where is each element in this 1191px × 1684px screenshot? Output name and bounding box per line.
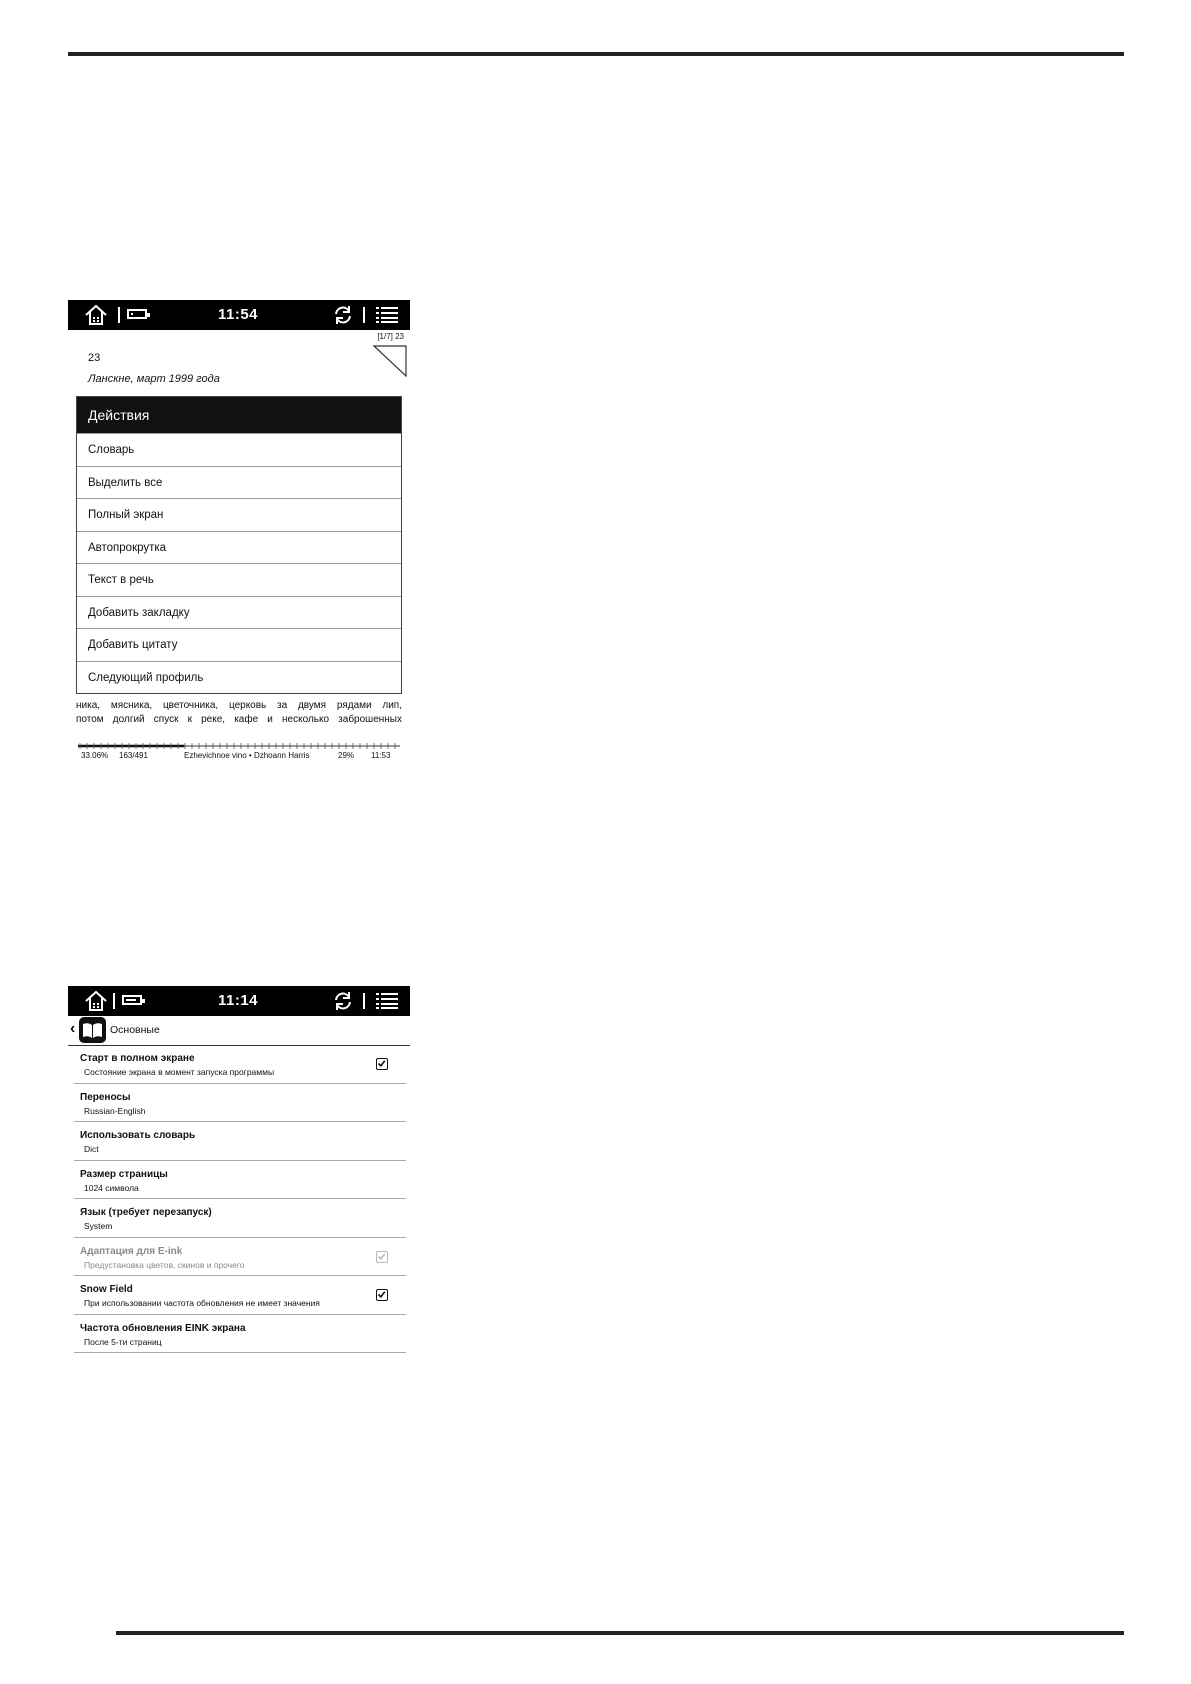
setting-title: Переносы — [80, 1091, 131, 1103]
chapter-title: Ланскне, март 1999 года — [88, 373, 220, 385]
setting-subtitle: 1024 символа — [84, 1182, 139, 1193]
setting-title: Размер страницы — [80, 1168, 168, 1180]
book-text[interactable] — [76, 699, 402, 726]
sync-icon[interactable] — [332, 304, 354, 331]
setting-title: Старт в полном экране — [80, 1053, 195, 1064]
settings-screenshot — [68, 986, 410, 1356]
setting-subtitle: Предустановка цветов, скинов и прочего — [84, 1259, 245, 1270]
setting-page-size[interactable] — [74, 1161, 406, 1200]
home-icon[interactable] — [84, 304, 108, 331]
battery-icon — [127, 309, 147, 319]
setting-title: Частота обновления EINK экрана — [80, 1322, 246, 1334]
status-bar — [68, 986, 410, 1016]
checkbox[interactable] — [376, 1058, 388, 1070]
action-select-all[interactable]: Выделить все — [77, 466, 401, 499]
footer-time: 11:53 — [371, 751, 391, 760]
battery-icon — [122, 995, 142, 1005]
toc-menu-icon[interactable] — [376, 992, 398, 1015]
setting-title: Snow Field — [80, 1284, 133, 1295]
page-number: 23 — [88, 352, 101, 364]
status-separator — [363, 993, 365, 1009]
settings-header — [68, 1016, 410, 1046]
action-fullscreen[interactable]: Полный экран — [77, 498, 401, 531]
checkbox — [376, 1251, 388, 1263]
setting-title: Язык (требует перезапуск) — [80, 1207, 212, 1218]
setting-subtitle: Состояние экрана в момент запуска программы — [84, 1067, 275, 1077]
top-rule — [68, 52, 1124, 56]
text-line: ника, мясника, цветочника, церковь за двумя рядами лип, — [76, 700, 402, 711]
sync-icon[interactable] — [332, 990, 354, 1017]
setting-dictionary[interactable] — [74, 1122, 406, 1161]
setting-subtitle: Dict — [84, 1144, 99, 1154]
text-line: потом долгий спуск к реке, кафе и несколько заброшенных — [76, 713, 402, 725]
status-separator — [113, 993, 115, 1009]
action-add-bookmark[interactable]: Добавить закладку — [77, 596, 401, 629]
reader-screenshot — [68, 300, 410, 760]
settings-list — [74, 1045, 406, 1353]
back-chevron-icon[interactable]: ‹ — [70, 1020, 76, 1037]
footer-battery: 29% — [338, 751, 355, 760]
footer-pages: 163/491 — [119, 751, 148, 760]
setting-eink-refresh[interactable] — [74, 1315, 406, 1354]
progress-bar[interactable] — [78, 742, 400, 750]
status-clock: 11:54 — [217, 306, 259, 323]
status-separator — [363, 307, 365, 323]
setting-subtitle: Russian-English — [84, 1105, 146, 1116]
toc-menu-icon[interactable] — [376, 306, 398, 329]
action-add-quote[interactable]: Добавить цитату — [77, 628, 401, 661]
action-autoscroll[interactable]: Автопрокрутка — [77, 531, 401, 564]
setting-hyphenation[interactable] — [74, 1084, 406, 1123]
setting-title: Адаптация для E-ink — [80, 1245, 183, 1257]
setting-snow-field[interactable] — [74, 1276, 406, 1315]
status-clock: 11:14 — [217, 992, 259, 1009]
action-text-to-speech[interactable]: Текст в речь — [77, 563, 401, 596]
setting-eink-adaptation — [74, 1238, 406, 1277]
setting-title: Использовать словарь — [80, 1130, 196, 1141]
bookmark-corner-icon[interactable] — [372, 344, 408, 383]
settings-title: Основные — [110, 1024, 160, 1036]
status-separator — [118, 307, 120, 323]
book-app-icon[interactable] — [79, 1017, 106, 1043]
dialog-title: Действия — [77, 397, 401, 433]
home-icon[interactable] — [84, 990, 108, 1017]
setting-subtitle: System — [84, 1221, 113, 1231]
action-dictionary[interactable]: Словарь — [77, 433, 401, 466]
setting-language[interactable] — [74, 1199, 406, 1238]
setting-subtitle: При использовании частота обновления не имеет значения — [84, 1298, 320, 1308]
checkbox[interactable] — [376, 1289, 388, 1301]
status-bar — [68, 300, 410, 330]
footer-percent: 33.06% — [81, 751, 109, 760]
bottom-rule — [116, 1631, 1124, 1635]
action-next-profile[interactable]: Следующий профиль — [77, 661, 401, 694]
setting-subtitle: После 5-ти страниц — [84, 1336, 162, 1347]
actions-dialog — [76, 396, 402, 694]
footer-book-title: Ezhevichnoe vino • Dzhoann Harris — [184, 751, 310, 760]
page-indicator: [1/7] 23 — [377, 332, 404, 341]
setting-start-fullscreen[interactable] — [74, 1045, 406, 1084]
